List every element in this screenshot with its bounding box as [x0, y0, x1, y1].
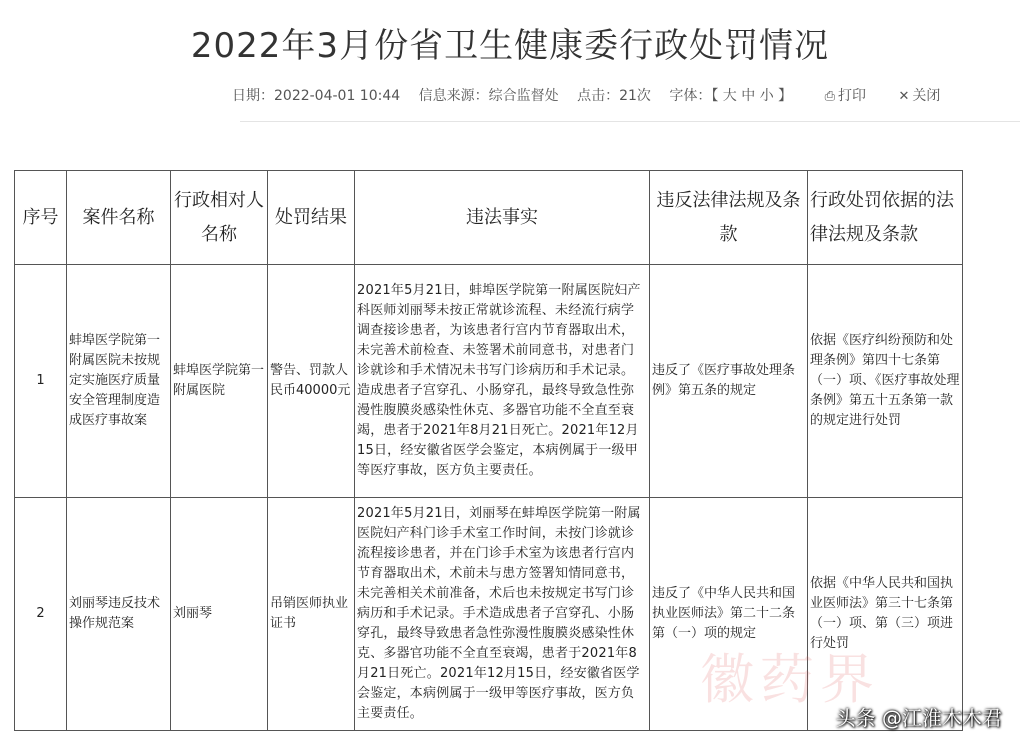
cell-violation: 违反了《医疗事故处理条例》第五条的规定: [650, 265, 808, 498]
close-label: 关闭: [912, 88, 941, 104]
table-header-row: [15, 171, 963, 265]
header-facts: 违法事实: [355, 171, 650, 265]
hit-count: 点击：21次: [577, 88, 651, 104]
table-row: [15, 498, 963, 731]
header-basis: 行政处罚依据的法律法规及条款: [808, 171, 963, 265]
penalty-table: [14, 170, 963, 731]
print-label: 打印: [838, 88, 867, 104]
close-button[interactable]: [898, 88, 954, 104]
header-no: 序号: [15, 171, 67, 265]
header-result: 处罚结果: [268, 171, 355, 265]
printer-icon: ⎙: [824, 89, 836, 104]
header-violation: 违反法律法规及条款: [650, 171, 808, 265]
byline-watermark: 头条 @江淮木木君: [835, 706, 1002, 730]
font-size-control: [669, 88, 810, 104]
cell-result: 警告、罚款人民币40000元: [268, 265, 355, 498]
cell-no: 2: [15, 498, 67, 731]
cell-basis: 依据《中华人民共和国执业医师法》第三十七条第（一）项、第（三）项进行处罚: [808, 498, 963, 731]
cell-no: 1: [15, 265, 67, 498]
info-source: 信息来源：综合监督处: [418, 88, 559, 104]
table-row: [15, 265, 963, 498]
cell-facts: 2021年5月21日，蚌埠医学院第一附属医院妇产科医师刘丽琴未按正常就诊流程、未经流行病学调查接诊患者，为该患者行宫内节育器取出术，未完善术前检查、未签署术前同意书，对患者门诊就诊和手术情况未书写门诊病历和手术记录。造成患者子宫穿孔、小肠穿孔，最终导致急性弥漫性腹膜炎感染性休克、多器官功能不全直至衰竭，患者于2021年8月21日死亡。2021年12月15日，经安徽省医学会鉴定，本病例属于一级甲等医疗事故，医方负主要责任。: [355, 265, 650, 498]
cell-result: 吊销医师执业证书: [268, 498, 355, 731]
cell-party-name: 蚌埠医学院第一附属医院: [171, 265, 268, 498]
cell-case-name: 蚌埠医学院第一附属医院未按规定实施医疗质量安全管理制度造成医疗事故案: [67, 265, 171, 498]
header-divider: [240, 121, 1020, 122]
cell-facts: 2021年5月21日，刘丽琴在蚌埠医学院第一附属医院妇产科门诊手术室工作时间，未按门诊就诊流程接诊患者，并在门诊手术室为该患者行宫内节育器取出术，术前未与患方签署知情同意书，未完善相关术前准备，术后也未按规定书写门诊病历和手术记录。手术造成患者子宫穿孔、小肠穿孔，最终导致患者急性弥漫性腹膜炎感染性休克、多器官功能不全直至衰竭，患者于2021年8月21日死亡。2021年12月15日，经安徽省医学会鉴定，本病例属于一级甲等医疗事故，医方负主要责任。: [355, 498, 650, 731]
cell-violation: 违反了《中华人民共和国执业医师法》第二十二条第（一）项的规定: [650, 498, 808, 731]
font-size-options[interactable]: 【 大 中 小 】: [711, 88, 793, 104]
header-case-name: 案件名称: [67, 171, 171, 265]
page-title: 2022年3月份省卫生健康委行政处罚情况: [190, 26, 830, 66]
article-meta: [232, 85, 968, 105]
cell-party-name: 刘丽琴: [171, 498, 268, 731]
cell-case-name: 刘丽琴违反技术操作规范案: [67, 498, 171, 731]
print-button[interactable]: [825, 88, 880, 104]
header-party-name: 行政相对人名称: [171, 171, 268, 265]
cell-basis: 依据《医疗纠纷预防和处理条例》第四十七条第（一）项、《医疗事故处理条例》第五十五条第一款的规定进行处罚: [808, 265, 963, 498]
close-icon: ✕: [898, 89, 910, 104]
watermark: 徽药界: [700, 648, 880, 711]
publish-date: 日期：2022-04-01 10:44: [232, 88, 401, 104]
font-size-label: 字体：: [669, 88, 712, 104]
